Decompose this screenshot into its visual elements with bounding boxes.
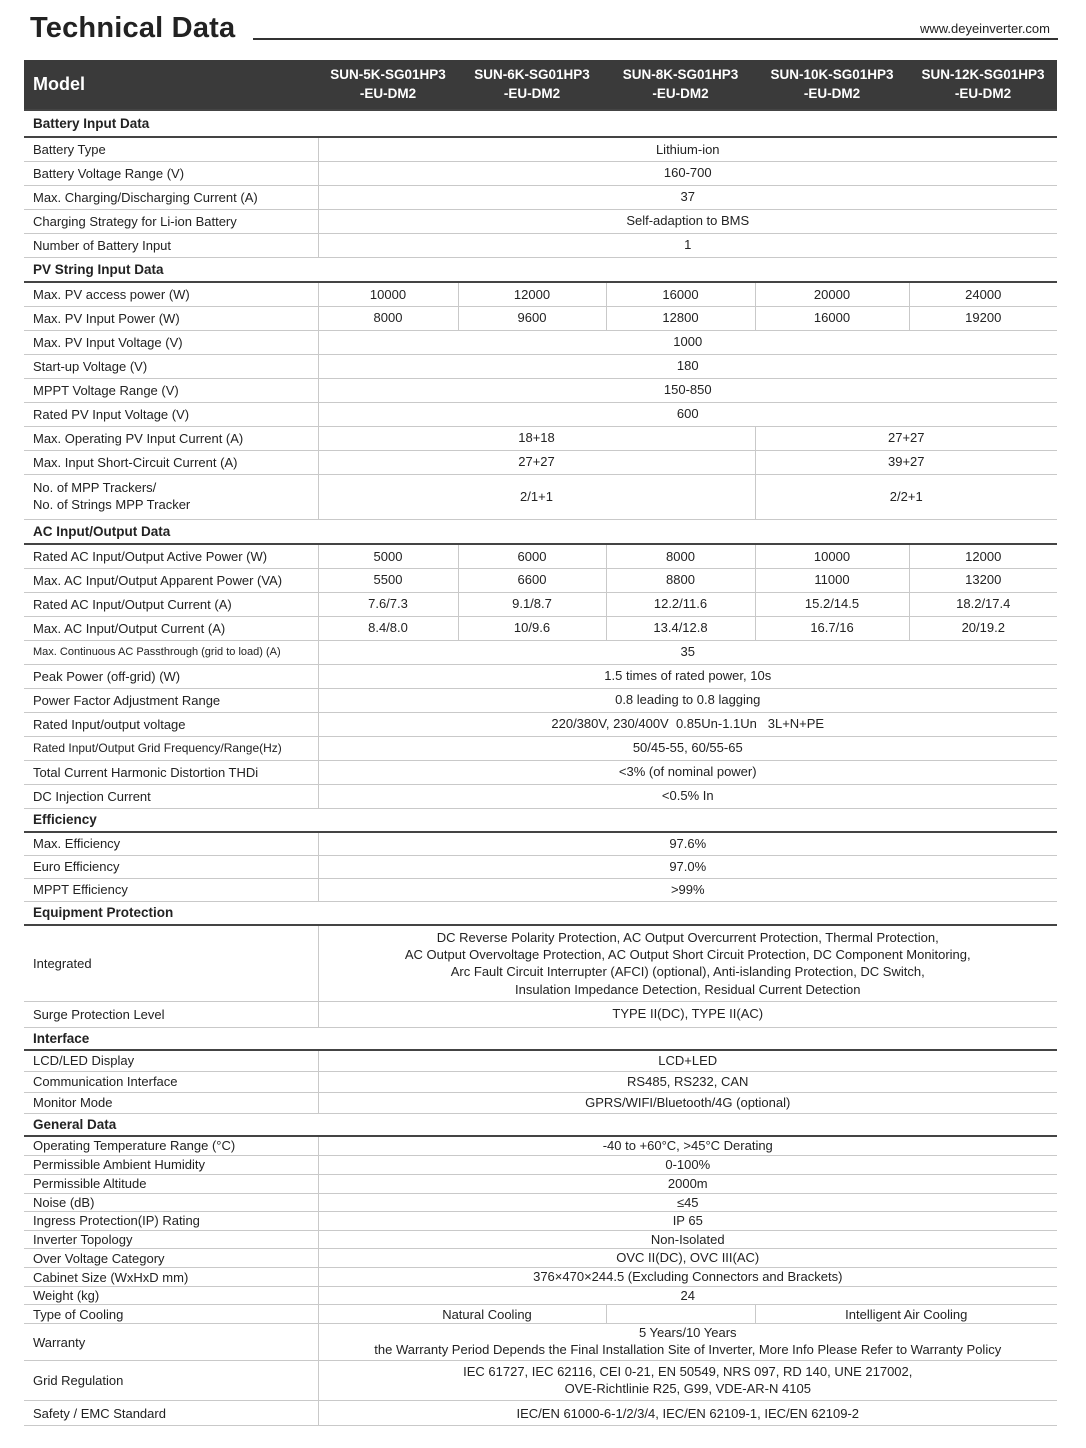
table-row (24, 832, 1057, 855)
row-label: Start-up Voltage (V) (24, 354, 318, 378)
table-row (24, 592, 1057, 616)
technical-data-table (24, 60, 1057, 1426)
row-value: 1000 (318, 330, 1057, 354)
row-label: Max. Operating PV Input Current (A) (24, 426, 318, 450)
row-label: Weight (kg) (24, 1287, 318, 1305)
row-value: Self-adaption to BMS (318, 209, 1057, 233)
table-row (24, 306, 1057, 330)
row-value: 1.5 times of rated power, 10s (318, 664, 1057, 688)
row-label: Inverter Topology (24, 1230, 318, 1248)
row-label: Max. AC Input/Output Current (A) (24, 616, 318, 640)
model-name: SUN-8K-SG01HP3 -EU-DM2 (606, 60, 755, 110)
row-value: 160-700 (318, 161, 1057, 185)
row-label: Max. PV Input Voltage (V) (24, 330, 318, 354)
row-label: Rated AC Input/Output Active Power (W) (24, 544, 318, 568)
table-row (24, 1155, 1057, 1174)
row-label: Charging Strategy for Li-ion Battery (24, 209, 318, 233)
table-row (24, 784, 1057, 808)
row-value: IP 65 (318, 1211, 1057, 1230)
row-value: TYPE II(DC), TYPE II(AC) (318, 1001, 1057, 1027)
row-value: 10000 (318, 282, 458, 306)
row-value: Non-Isolated (318, 1230, 1057, 1248)
row-value: 24000 (909, 282, 1057, 306)
row-label: Peak Power (off-grid) (W) (24, 664, 318, 688)
row-value: 5000 (318, 544, 458, 568)
model-name: SUN-10K-SG01HP3 -EU-DM2 (755, 60, 909, 110)
row-value: 35 (318, 640, 1057, 664)
title-rule (253, 38, 1058, 40)
row-value (606, 1305, 755, 1324)
row-value: Natural Cooling (318, 1305, 606, 1324)
row-value: 97.0% (318, 855, 1057, 878)
row-value: 18+18 (318, 426, 755, 450)
row-value: 50/45-55, 60/55-65 (318, 736, 1057, 760)
section-pv-string-input (24, 257, 1057, 282)
table-row (24, 1001, 1057, 1027)
table-row (24, 664, 1057, 688)
row-value: RS485, RS232, CAN (318, 1071, 1057, 1092)
row-label: Communication Interface (24, 1071, 318, 1092)
table-row (24, 1305, 1057, 1324)
row-value: 9.1/8.7 (458, 592, 606, 616)
table-row (24, 426, 1057, 450)
row-value: IEC 61727, IEC 62116, CEI 0-21, EN 50549, NRS 097, RD 140, UNE 217002, OVE-Richtlinie R25, G99, VDE-AR-N 4105 (318, 1361, 1057, 1401)
row-label: Power Factor Adjustment Range (24, 688, 318, 712)
row-value: <3% (of nominal power) (318, 760, 1057, 784)
section-interface (24, 1027, 1057, 1050)
section-equipment-protection (24, 901, 1057, 925)
table-row (24, 544, 1057, 568)
row-value: 2000m (318, 1174, 1057, 1193)
table-row (24, 1136, 1057, 1155)
row-label: Max. Efficiency (24, 832, 318, 855)
table-row (24, 1050, 1057, 1071)
table-row (24, 185, 1057, 209)
row-value: -40 to +60°C, >45°C Derating (318, 1136, 1057, 1155)
row-value: 6000 (458, 544, 606, 568)
row-value: 5500 (318, 568, 458, 592)
table-row (24, 378, 1057, 402)
table-row (24, 616, 1057, 640)
row-value: 20/19.2 (909, 616, 1057, 640)
row-label: Warranty (24, 1324, 318, 1361)
row-value: 16000 (755, 306, 909, 330)
row-value: <0.5% In (318, 784, 1057, 808)
row-value: IEC/EN 61000-6-1/2/3/4, IEC/EN 62109-1, IEC/EN 62109-2 (318, 1401, 1057, 1426)
row-label: Monitor Mode (24, 1092, 318, 1113)
row-value: 6600 (458, 568, 606, 592)
row-label: MPPT Efficiency (24, 878, 318, 901)
table-row (24, 688, 1057, 712)
row-label: Max. PV Input Power (W) (24, 306, 318, 330)
row-value: 0.8 leading to 0.8 lagging (318, 688, 1057, 712)
table-row (24, 450, 1057, 474)
row-value: 11000 (755, 568, 909, 592)
table-row (24, 282, 1057, 306)
row-value: 12000 (909, 544, 1057, 568)
row-label: Battery Voltage Range (V) (24, 161, 318, 185)
row-value: 7.6/7.3 (318, 592, 458, 616)
row-value: 12000 (458, 282, 606, 306)
row-value: 16.7/16 (755, 616, 909, 640)
row-value: 37 (318, 185, 1057, 209)
table-row (24, 233, 1057, 257)
row-value: 39+27 (755, 450, 1057, 474)
table-row (24, 330, 1057, 354)
table-row (24, 760, 1057, 784)
table-row (24, 568, 1057, 592)
row-value: Lithium-ion (318, 137, 1057, 161)
row-value: GPRS/WIFI/Bluetooth/4G (optional) (318, 1092, 1057, 1113)
row-value: 97.6% (318, 832, 1057, 855)
row-label: Rated Input/output voltage (24, 712, 318, 736)
row-value: 10000 (755, 544, 909, 568)
section-title: Battery Input Data (24, 110, 1057, 137)
section-general-data (24, 1113, 1057, 1136)
row-label: Noise (dB) (24, 1193, 318, 1211)
model-name: SUN-6K-SG01HP3 -EU-DM2 (458, 60, 606, 110)
table-row (24, 1092, 1057, 1113)
row-value: 0-100% (318, 1155, 1057, 1174)
row-value: 12800 (606, 306, 755, 330)
section-title: PV String Input Data (24, 257, 1057, 282)
row-label: Permissible Altitude (24, 1174, 318, 1193)
row-value: 16000 (606, 282, 755, 306)
row-label: Permissible Ambient Humidity (24, 1155, 318, 1174)
row-value: 8.4/8.0 (318, 616, 458, 640)
row-value: 10/9.6 (458, 616, 606, 640)
row-label: Max. Continuous AC Passthrough (grid to load) (A) (24, 640, 318, 664)
row-label: Operating Temperature Range (°C) (24, 1136, 318, 1155)
table-row (24, 1071, 1057, 1092)
row-value: 150-850 (318, 378, 1057, 402)
row-value: DC Reverse Polarity Protection, AC Output Overcurrent Protection, Thermal Protection, AC Output Overvoltage Protection, AC Output Short Circuit Protection, DC Component Monitoring, Arc Fault Circuit Interrupter (AFCI) (optional), Anti-islanding Protection, DC Switch, Insulation Impedance Detection, Residual Current Detection (318, 925, 1057, 1001)
row-value: 5 Years/10 Years the Warranty Period Depends the Final Installation Site of Inverter, More Info Please Refer to Warranty Policy (318, 1324, 1057, 1361)
table-row (24, 712, 1057, 736)
row-value: 19200 (909, 306, 1057, 330)
row-value: LCD+LED (318, 1050, 1057, 1071)
table-row (24, 1324, 1057, 1361)
row-value: 18.2/17.4 (909, 592, 1057, 616)
row-label: Rated AC Input/Output Current (A) (24, 592, 318, 616)
row-label: DC Injection Current (24, 784, 318, 808)
table-row (24, 1211, 1057, 1230)
section-ac-input-output (24, 519, 1057, 544)
row-label: Safety / EMC Standard (24, 1401, 318, 1426)
row-value: 376×470×244.5 (Excluding Connectors and Brackets) (318, 1268, 1057, 1287)
section-title: Equipment Protection (24, 901, 1057, 925)
table-row (24, 1230, 1057, 1248)
table-row (24, 354, 1057, 378)
section-title: Efficiency (24, 808, 1057, 832)
model-name: SUN-12K-SG01HP3 -EU-DM2 (909, 60, 1057, 110)
row-label: Number of Battery Input (24, 233, 318, 257)
table-row (24, 640, 1057, 664)
table-row (24, 402, 1057, 426)
row-label: Total Current Harmonic Distortion THDi (24, 760, 318, 784)
row-value: 8000 (606, 544, 755, 568)
row-label: Euro Efficiency (24, 855, 318, 878)
model-name: SUN-5K-SG01HP3 -EU-DM2 (318, 60, 458, 110)
row-label: Grid Regulation (24, 1361, 318, 1401)
row-label: Ingress Protection(IP) Rating (24, 1211, 318, 1230)
section-title: General Data (24, 1113, 1057, 1136)
row-label: Surge Protection Level (24, 1001, 318, 1027)
table-row (24, 161, 1057, 185)
row-label: Max. AC Input/Output Apparent Power (VA) (24, 568, 318, 592)
table-row (24, 474, 1057, 519)
row-label: Max. Input Short-Circuit Current (A) (24, 450, 318, 474)
row-value: 9600 (458, 306, 606, 330)
row-label: No. of MPP Trackers/ No. of Strings MPP Tracker (24, 474, 318, 519)
row-value: 12.2/11.6 (606, 592, 755, 616)
row-value: 8800 (606, 568, 755, 592)
row-value: 220/380V, 230/400V 0.85Un-1.1Un 3L+N+PE (318, 712, 1057, 736)
row-label: LCD/LED Display (24, 1050, 318, 1071)
row-label: Rated PV Input Voltage (V) (24, 402, 318, 426)
section-title: AC Input/Output Data (24, 519, 1057, 544)
row-label: Integrated (24, 925, 318, 1001)
model-label: Model (24, 60, 318, 110)
row-value: OVC II(DC), OVC III(AC) (318, 1249, 1057, 1268)
row-value: 24 (318, 1287, 1057, 1305)
table-row (24, 209, 1057, 233)
row-label: Max. Charging/Discharging Current (A) (24, 185, 318, 209)
row-value: 8000 (318, 306, 458, 330)
section-battery-input (24, 110, 1057, 137)
page-title: Technical Data (30, 12, 236, 44)
section-efficiency (24, 808, 1057, 832)
table-row (24, 1193, 1057, 1211)
table-row (24, 137, 1057, 161)
table-row (24, 1249, 1057, 1268)
row-value: 13200 (909, 568, 1057, 592)
row-value: 1 (318, 233, 1057, 257)
table-row (24, 1287, 1057, 1305)
row-value: >99% (318, 878, 1057, 901)
table-row (24, 878, 1057, 901)
table-row (24, 1401, 1057, 1426)
row-value: 27+27 (755, 426, 1057, 450)
table-row (24, 736, 1057, 760)
row-label: Max. PV access power (W) (24, 282, 318, 306)
table-row (24, 925, 1057, 1001)
row-value: 20000 (755, 282, 909, 306)
row-value: Intelligent Air Cooling (755, 1305, 1057, 1324)
row-value: 600 (318, 402, 1057, 426)
row-label: Over Voltage Category (24, 1249, 318, 1268)
row-value: 15.2/14.5 (755, 592, 909, 616)
row-label: Battery Type (24, 137, 318, 161)
row-value: 13.4/12.8 (606, 616, 755, 640)
table-row (24, 1361, 1057, 1401)
table-row (24, 1174, 1057, 1193)
row-value: ≤45 (318, 1193, 1057, 1211)
row-value: 2/1+1 (318, 474, 755, 519)
website-link[interactable]: www.deyeinverter.com (919, 21, 1050, 36)
row-label: MPPT Voltage Range (V) (24, 378, 318, 402)
row-value: 27+27 (318, 450, 755, 474)
table-row (24, 855, 1057, 878)
table-header-row (24, 60, 1057, 110)
row-value: 180 (318, 354, 1057, 378)
row-label: Cabinet Size (WxHxD mm) (24, 1268, 318, 1287)
row-label: Rated Input/Output Grid Frequency/Range(Hz) (24, 736, 318, 760)
table-row (24, 1268, 1057, 1287)
section-title: Interface (24, 1027, 1057, 1050)
row-label: Type of Cooling (24, 1305, 318, 1324)
row-value: 2/2+1 (755, 474, 1057, 519)
